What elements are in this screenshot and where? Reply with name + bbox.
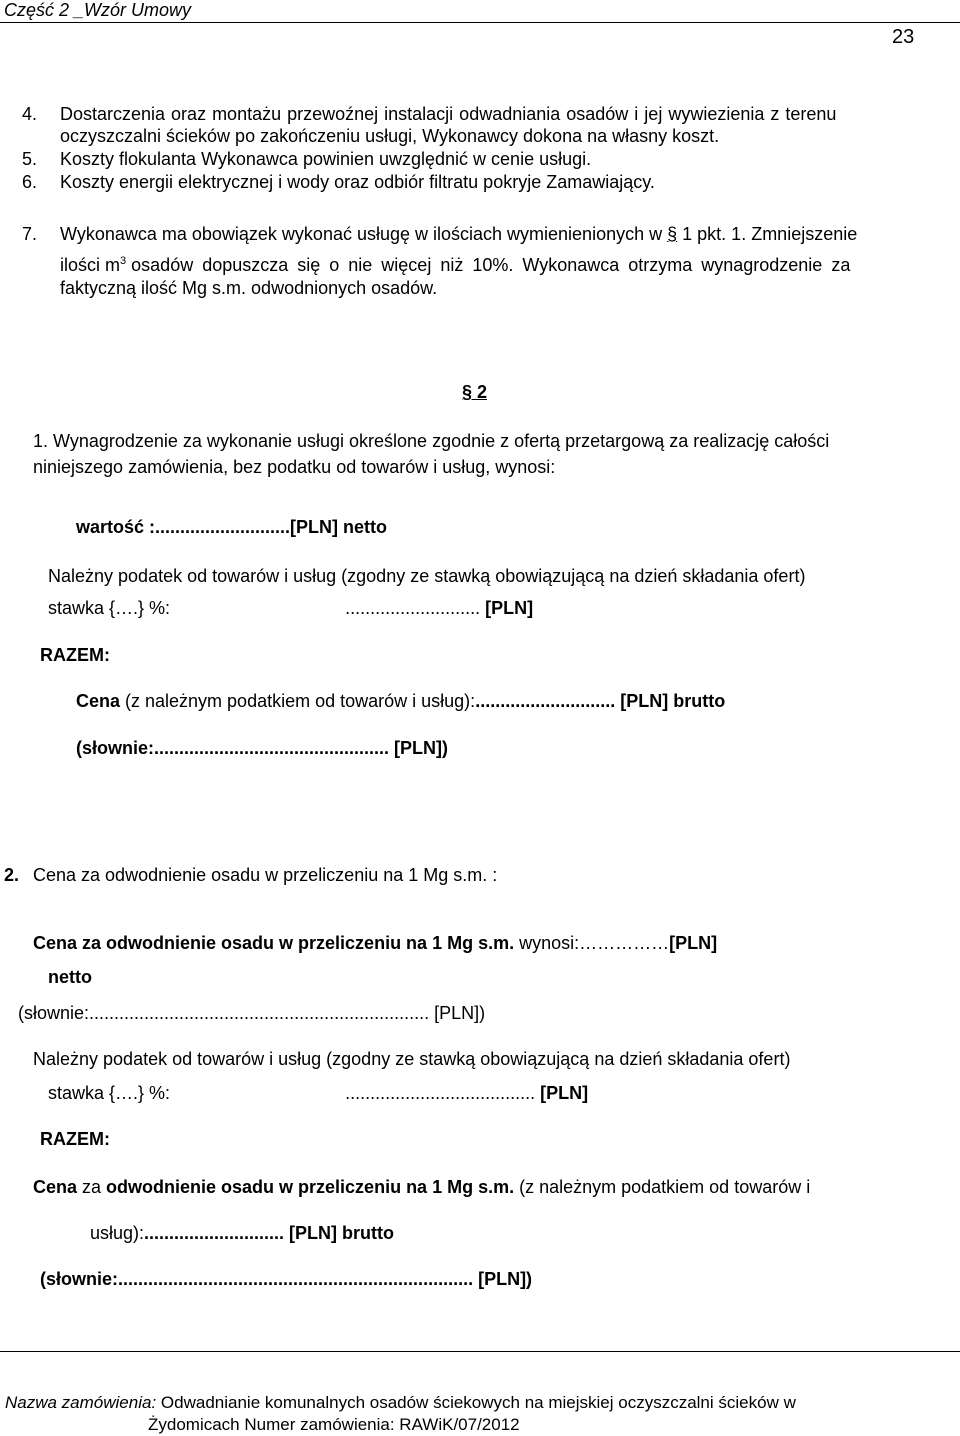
footer-line-2: Żydomicach Numer zamówienia: RAWiK/07/2012: [148, 1415, 520, 1434]
section-2-paragraph-1-line-1: 1. Wynagrodzenie za wykonanie usługi określone zgodnie z ofertą przetargową za realizację całości: [33, 431, 830, 451]
unit-rate-currency: [PLN]: [535, 1083, 589, 1103]
unit-gross-description: odwodnienie osadu w przeliczeniu na 1 Mg s.m.: [106, 1177, 515, 1197]
superscript-3: 3: [120, 255, 127, 267]
rate-line: [48, 597, 533, 619]
item-7-number: 7.: [22, 224, 38, 244]
item-7-line-1: [60, 223, 857, 245]
price-label: Cena: [76, 691, 121, 711]
rate-currency: [PLN]: [480, 598, 534, 618]
price-gross-value: ............................ [PLN] brutto: [475, 691, 726, 711]
amount-in-words: (słownie:............................................... [PLN]): [76, 738, 449, 758]
unit-price-dots: ……………: [579, 933, 670, 953]
paragraph-symbol: §: [667, 224, 678, 244]
unit-price-line: [33, 932, 717, 954]
item-2-number: 2.: [4, 865, 20, 885]
tax-line: Należny podatek od towarów i usług (zgodny ze stawką obowiązującą na dzień składania ofert): [48, 566, 806, 586]
price-gross-line: [76, 690, 725, 712]
unit-rate-label: stawka {….} %:: [48, 1083, 176, 1103]
item-4-number: 4.: [22, 104, 38, 124]
footer-rule: [0, 1351, 960, 1352]
page-number: 23: [892, 26, 915, 48]
footer-order-label: Nazwa zamówienia:: [5, 1393, 161, 1412]
item-5-number: 5.: [22, 149, 38, 169]
unit-price-currency: [PLN]: [669, 933, 718, 953]
unit-tax-line: Należny podatek od towarów i usług (zgodny ze stawką obowiązującą na dzień składania ofert): [33, 1049, 791, 1069]
item-4-line-2: oczyszczalni ścieków po zakończeniu usługi, Wykonawcy dokona na własny koszt.: [60, 126, 720, 146]
unit-gross-tax-note: (z należnym podatkiem od towarów i: [514, 1177, 811, 1197]
unit-gross-za: za: [77, 1177, 107, 1197]
value-netto-line: wartość :...........................[PLN] netto: [76, 517, 388, 537]
unit-price-label: Cena za odwodnienie osadu w przeliczeniu na 1 Mg s.m.: [33, 933, 515, 953]
item-2-text: Cena za odwodnienie osadu w przeliczeniu na 1 Mg s.m. :: [33, 865, 498, 885]
item-7-line-1-text: Wykonawca ma obowiązek wykonać usługę w ilościach wymienienionych w: [60, 224, 663, 244]
unit-total-label: RAZEM:: [40, 1129, 110, 1149]
document-header-title: Część 2 _Wzór Umowy: [4, 0, 192, 20]
unit-gross-uslug: usług):: [90, 1223, 145, 1243]
section-2-paragraph-1-line-2: niniejszego zamówienia, bez podatku od towarów i usług, wynosi:: [33, 457, 556, 477]
item-7-line-2: [60, 250, 850, 276]
footer-line-1: [5, 1392, 796, 1414]
rate-label: stawka {….} %:: [48, 598, 176, 618]
item-7-line-2-b: osadów dopuszcza się o nie więcej niż 10%. Wykonawca otrzyma wynagrodzenie za: [131, 255, 851, 275]
unit-price-amount-label: wynosi:: [514, 933, 580, 953]
item-7-line-1-end: 1 pkt. 1. Zmniejszenie: [682, 224, 858, 244]
footer-order-name: Odwadnianie komunalnych osadów ściekowych na miejskiej oczyszczalni ścieków w: [160, 1393, 796, 1412]
item-7-line-2-a: ilości m: [60, 255, 121, 275]
header-rule: [0, 22, 960, 23]
unit-price-netto: netto: [48, 967, 92, 987]
unit-gross-line-1: [33, 1176, 810, 1198]
rate-dots: ...........................: [345, 598, 481, 618]
unit-gross-line-2: [90, 1222, 394, 1244]
item-4-line-1: Dostarczenia oraz montażu przewoźnej instalacji odwadniania osadów i jej wywiezienia z terenu: [60, 104, 837, 124]
item-6-text: Koszty energii elektrycznej i wody oraz odbiór filtratu pokryje Zamawiający.: [60, 172, 655, 192]
section-heading: § 2: [462, 382, 488, 402]
unit-gross-label: Cena: [33, 1177, 78, 1197]
total-label: RAZEM:: [40, 645, 110, 665]
item-6-number: 6.: [22, 172, 38, 192]
price-description: (z należnym podatkiem od towarów i usług):: [120, 691, 476, 711]
unit-gross-value: ............................ [PLN] brutto: [144, 1223, 395, 1243]
unit-price-in-words: (słownie:.................................................................... [PLN]): [18, 1003, 486, 1023]
unit-gross-in-words: (słownie:....................................................................... [PLN]): [40, 1269, 533, 1289]
item-7-line-3: faktyczną ilość Mg s.m. odwodnionych osadów.: [60, 278, 438, 298]
item-5-text: Koszty flokulanta Wykonawca powinien uwzględnić w cenie usługi.: [60, 149, 592, 169]
unit-rate-line: [48, 1082, 588, 1104]
unit-rate-dots: ......................................: [345, 1083, 536, 1103]
